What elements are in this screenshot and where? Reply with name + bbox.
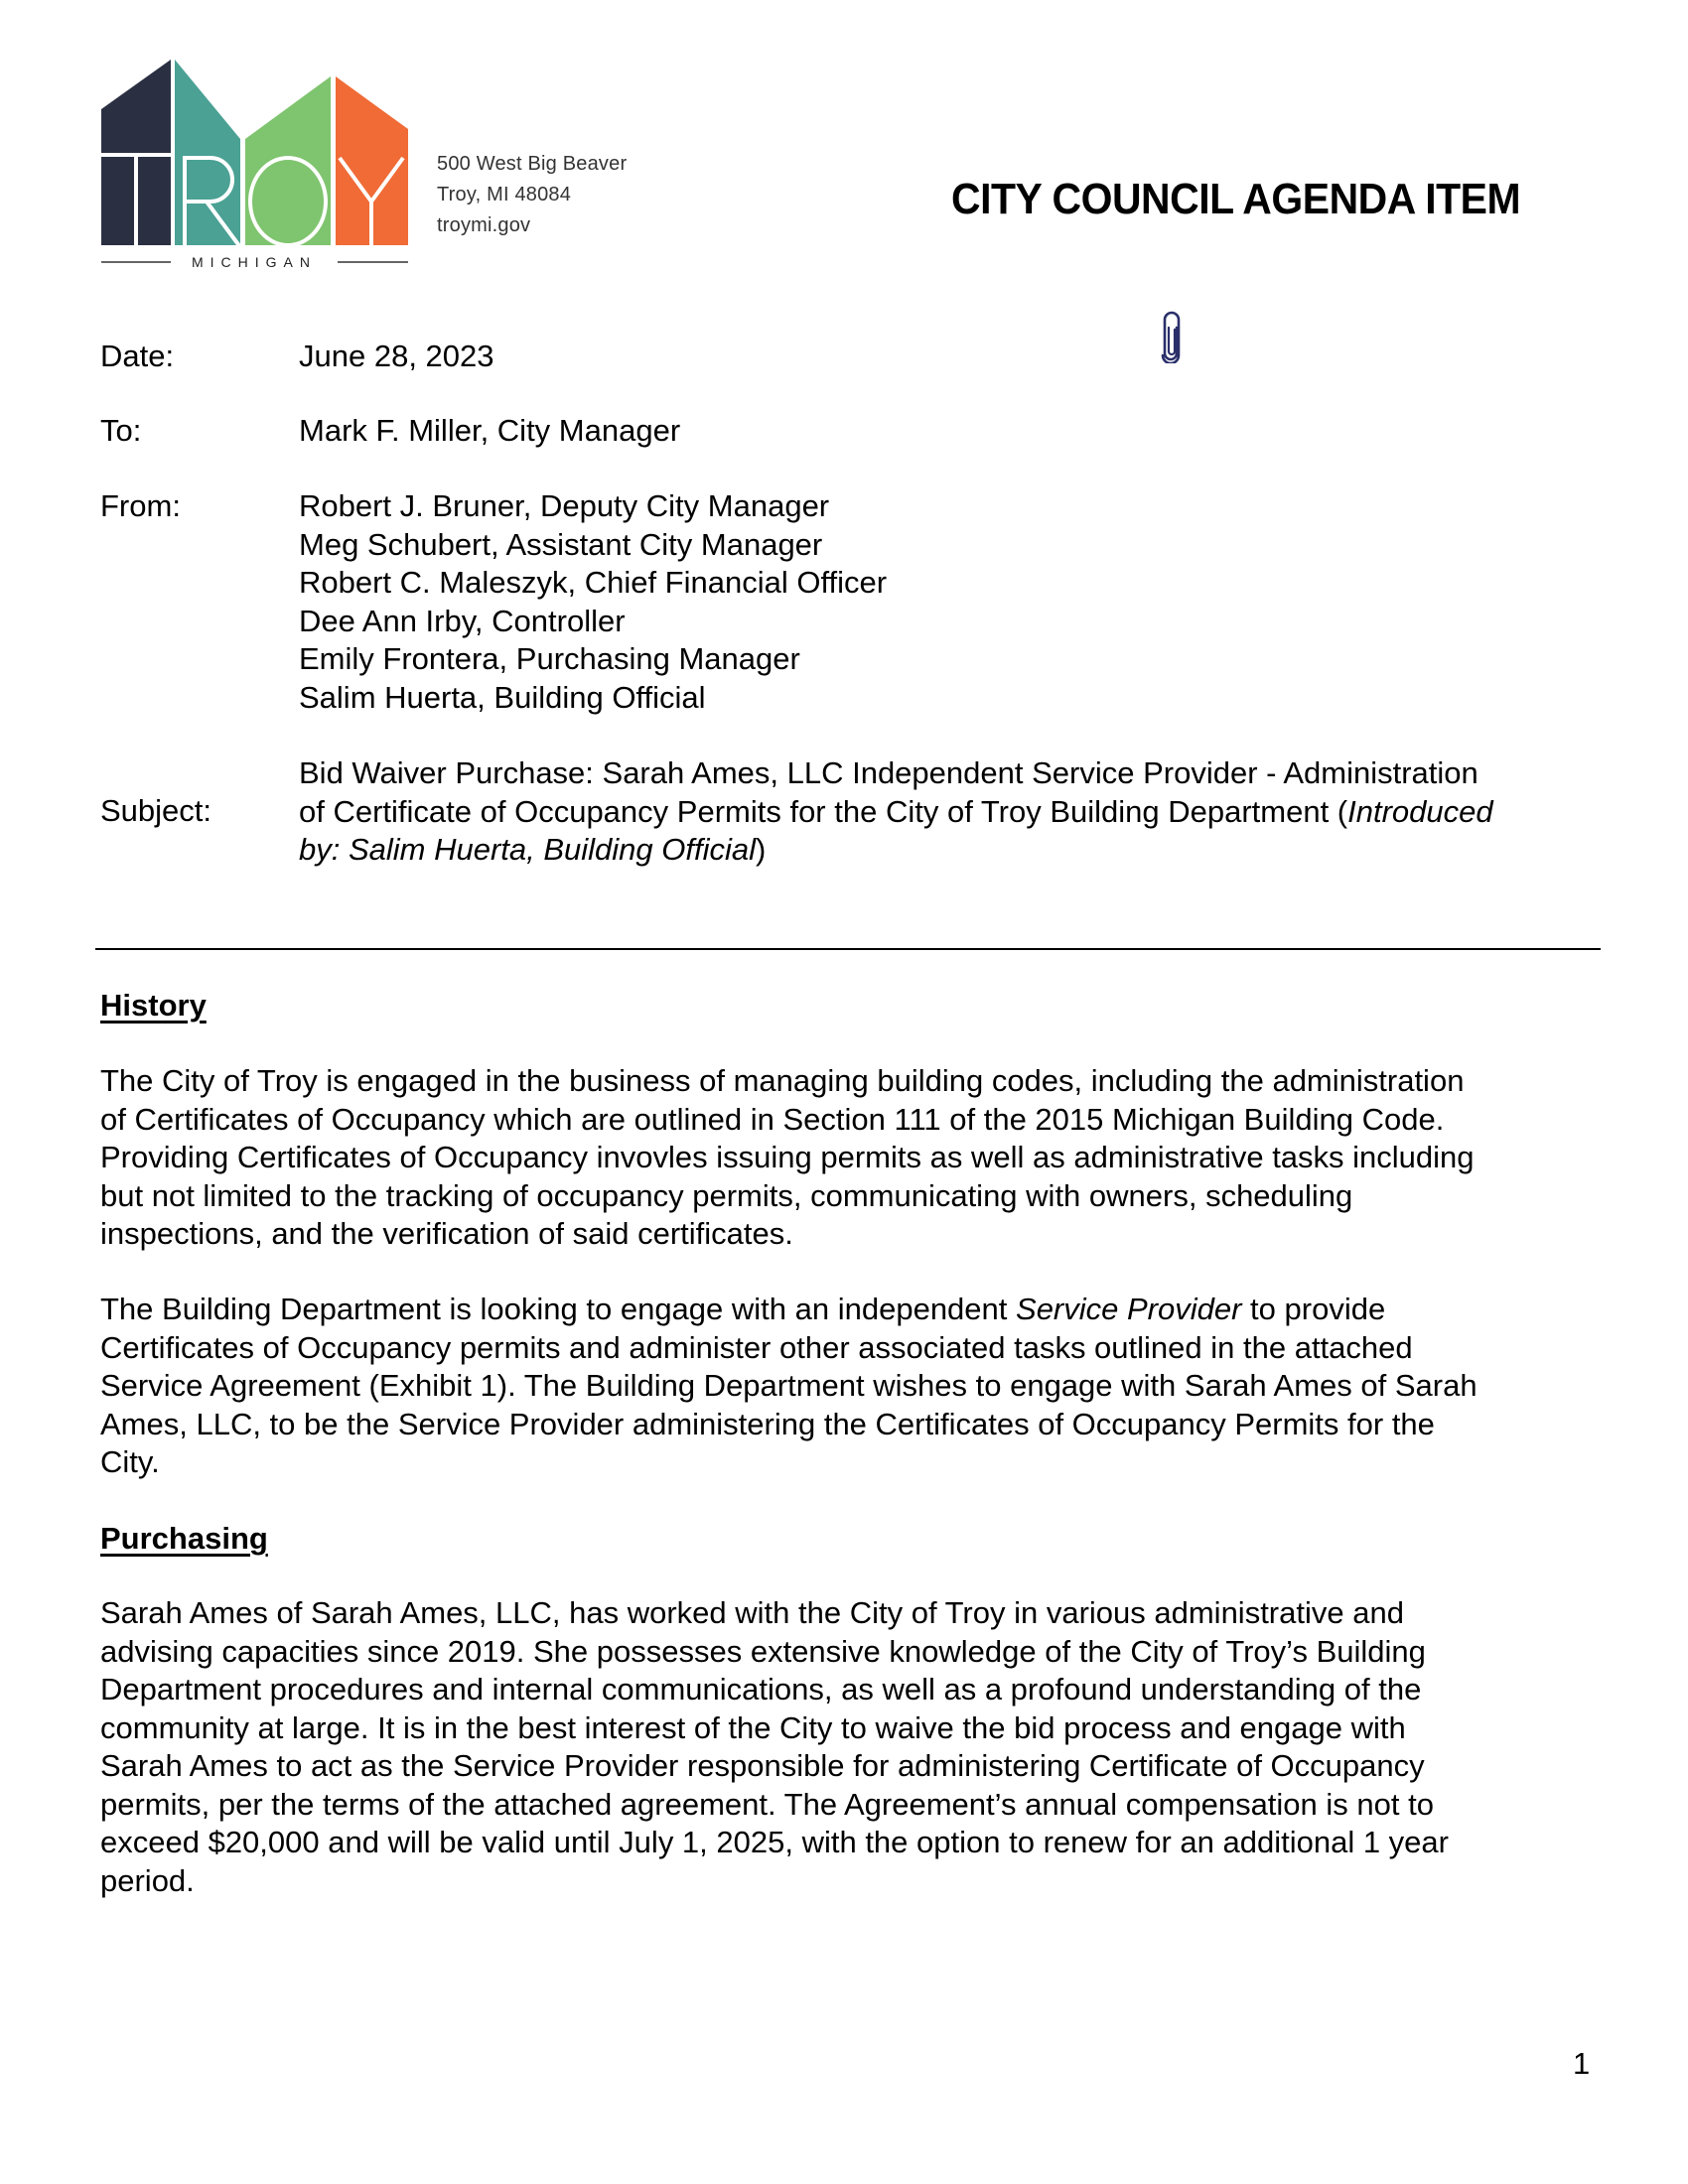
from-item: Salim Huerta, Building Official	[299, 679, 706, 715]
from-list	[299, 487, 887, 717]
date-value: June 28, 2023	[299, 339, 494, 373]
troy-logo	[99, 56, 412, 274]
purchasing-heading: Purchasing	[100, 1521, 268, 1556]
paperclip-icon[interactable]	[1160, 310, 1184, 363]
from-item: Robert C. Maleszyk, Chief Financial Officer	[299, 565, 888, 600]
section-divider	[95, 948, 1601, 950]
subject-value	[299, 754, 1493, 870]
history-paragraph-1: The City of Troy is engaged in the business of managing building codes, including the administration of Certificates of Occupancy which are outlined in Section 111 of the 2015 Michigan Building Code. Providing Certificates of Occupancy invovles issuing permits as well as administrative tasks including but not limited to the tracking of occupancy permits, communicating with owners, scheduling inspections, and the verification of said certificates.	[100, 1063, 1475, 1251]
address-street: 500 West Big Beaver	[437, 153, 628, 175]
svg-text:MICHIGAN: MICHIGAN	[192, 254, 317, 270]
subject-line-2: of Certificate of Occupancy Permits for the City of Troy Building Department (Introduced	[299, 793, 1493, 829]
from-item: Robert J. Bruner, Deputy City Manager	[299, 488, 830, 523]
from-item: Dee Ann Irby, Controller	[299, 603, 626, 638]
page-number: 1	[1573, 2046, 1591, 2081]
subject-line-1: Bid Waiver Purchase: Sarah Ames, LLC Independent Service Provider - Administration	[299, 755, 1478, 790]
date-label: Date:	[100, 339, 175, 373]
logo-green-panel	[245, 76, 331, 245]
history-paragraph-2: The Building Department is looking to engage with an independent Service Provider to provide Certificates of Occupancy permits and administer other associated tasks outlined in the attached Service Agreement (Exhibit 1). The Building Department wishes to engage with Sarah Ames of Sarah Ames, LLC, to be the Service Provider administering the Certificates of Occupancy Permits for the City.	[100, 1292, 1477, 1479]
from-item: Emily Frontera, Purchasing Manager	[299, 641, 800, 676]
subject-line-3: by: Salim Huerta, Building Official)	[299, 832, 767, 867]
address-city: Troy, MI 48084	[437, 184, 572, 205]
history-heading: History	[100, 988, 207, 1023]
address-website: troymi.gov	[437, 214, 531, 236]
to-value: Mark F. Miller, City Manager	[299, 413, 681, 448]
to-label: To:	[100, 413, 142, 448]
document-title: CITY COUNCIL AGENDA ITEM	[951, 175, 1521, 223]
city-address	[437, 149, 627, 241]
from-label: From:	[100, 488, 181, 523]
from-item: Meg Schubert, Assistant City Manager	[299, 526, 823, 562]
purchasing-paragraph: Sarah Ames of Sarah Ames, LLC, has worked with the City of Troy in various administrative and advising capacities since 2019. She possesses extensive knowledge of the City of Troy’s Building Department procedures and internal communications, as well as a profound understanding of the community at large. It is in the best interest of the City to waive the bid process and engage with Sarah Ames to act as the Service Provider responsible for administering Certificate of Occupancy permits, per the terms of the attached agreement. The Agreement’s annual compensation is not to exceed $20,000 and will be valid until July 1, 2025, with the option to renew for an additional 1 year period.	[100, 1595, 1449, 1898]
subject-label: Subject:	[100, 793, 212, 828]
